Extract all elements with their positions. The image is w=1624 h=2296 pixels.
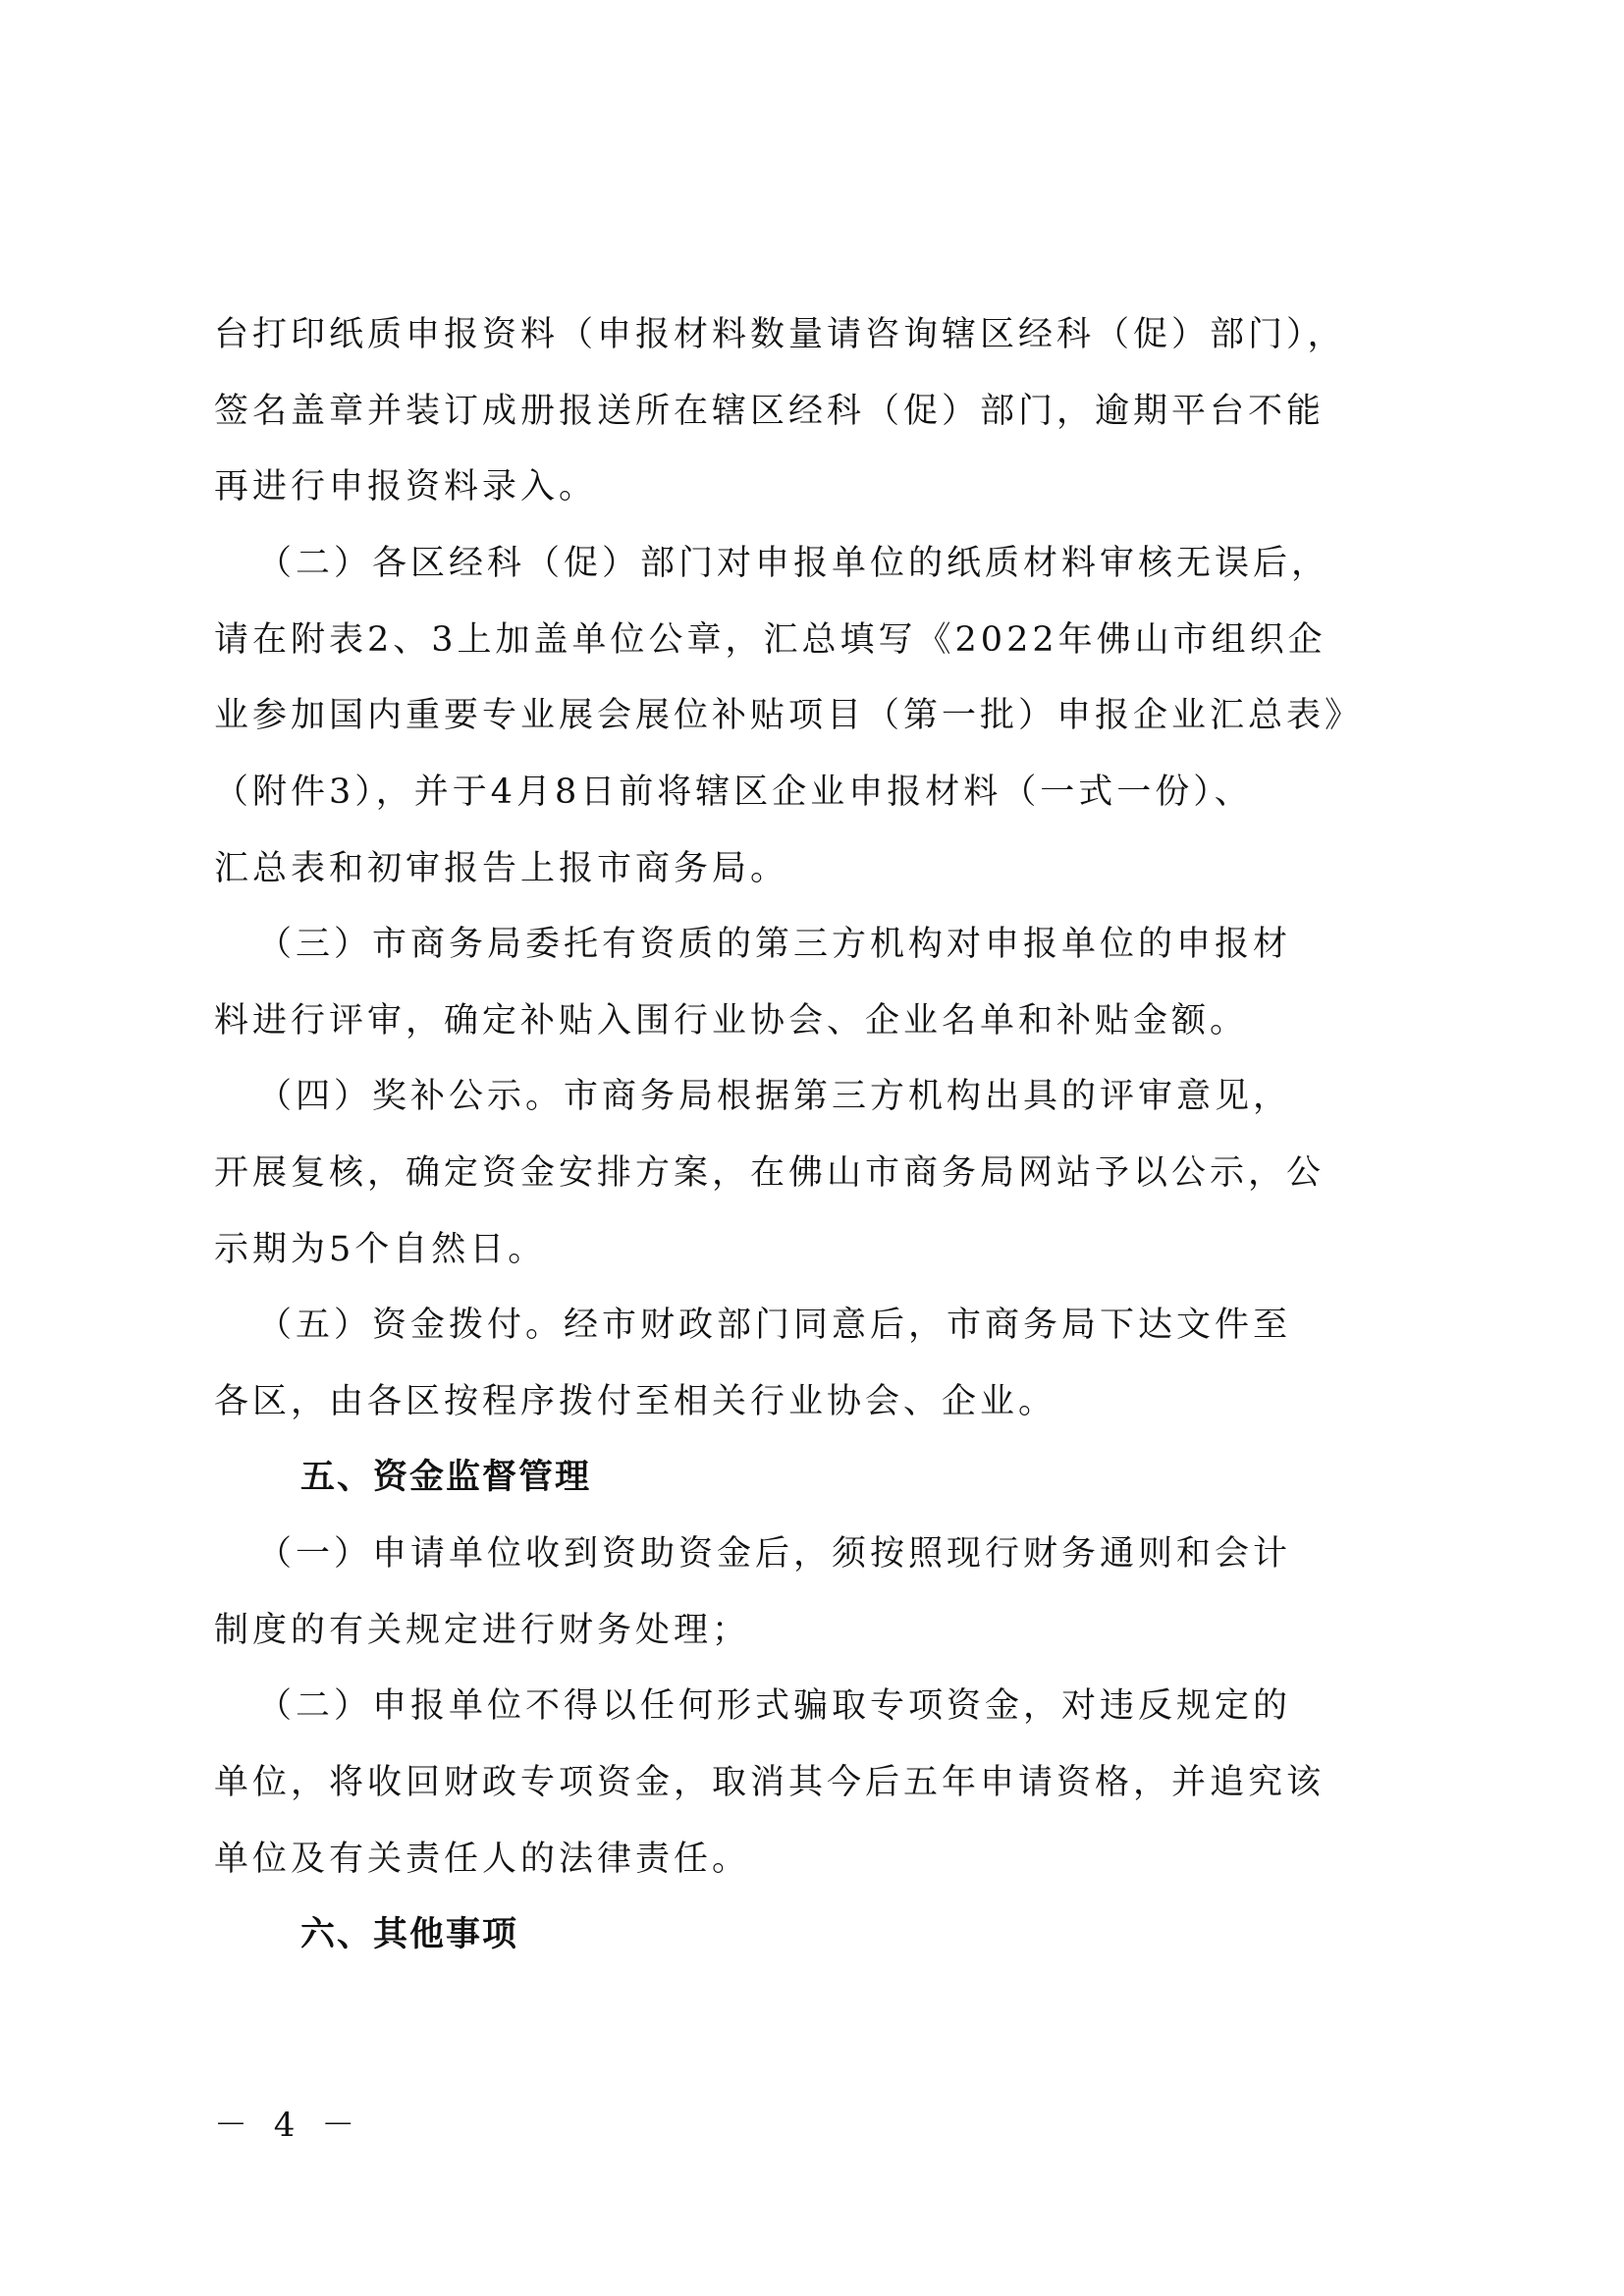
paragraph-line: 示期为5个自然日。	[214, 1230, 547, 1269]
paragraph-line: 台打印纸质申报资料（申报材料数量请咨询辖区经科（促）部门），	[214, 315, 1346, 354]
paragraph-line: 各区，由各区按程序拨付至相关行业协会、企业。	[214, 1382, 1057, 1421]
paragraph-line: 签名盖章并装订成册报送所在辖区经科（促）部门，逾期平台不能	[214, 392, 1326, 431]
section-heading: 五、资金监督管理	[300, 1458, 592, 1497]
page-number: － 4 －	[214, 2106, 363, 2145]
paragraph-line: （五）资金拨付。经市财政部门同意后，市商务局下达文件至	[257, 1306, 1292, 1345]
section-heading: 六、其他事项	[300, 1915, 519, 1954]
paragraph-line: 汇总表和初审报告上报市商务局。	[214, 849, 789, 888]
paragraph-line: （附件3），并于4月8日前将辖区企业申报材料（一式一份）、	[214, 773, 1253, 812]
paragraph-line: （三）市商务局委托有资质的第三方机构对申报单位的申报材	[257, 925, 1292, 964]
paragraph-line: 开展复核，确定资金安排方案，在佛山市商务局网站予以公示，公	[214, 1153, 1326, 1193]
paragraph-line: （一）申请单位收到资助资金后，须按照现行财务通则和会计	[257, 1534, 1292, 1574]
paragraph-line: （二）各区经科（促）部门对申报单位的纸质材料审核无误后，	[257, 544, 1330, 583]
paragraph-line: 请在附表2、3上加盖单位公章，汇总填写《2022年佛山市组织企	[214, 620, 1326, 660]
paragraph-line: 业参加国内重要专业展会展位补贴项目（第一批）申报企业汇总表》	[214, 696, 1364, 735]
paragraph-line: 单位及有关责任人的法律责任。	[214, 1840, 751, 1879]
paragraph-line: （四）奖补公示。市商务局根据第三方机构出具的评审意见，	[257, 1077, 1292, 1116]
paragraph-line: 制度的有关规定进行财务处理；	[214, 1611, 751, 1650]
paragraph-line: 单位，将收回财政专项资金，取消其今后五年申请资格，并追究该	[214, 1763, 1326, 1802]
paragraph-line: 料进行评审，确定补贴入围行业协会、企业名单和补贴金额。	[214, 1001, 1249, 1041]
paragraph-line: 再进行申报资料录入。	[214, 467, 598, 507]
paragraph-line: （二）申报单位不得以任何形式骗取专项资金，对违反规定的	[257, 1686, 1292, 1726]
